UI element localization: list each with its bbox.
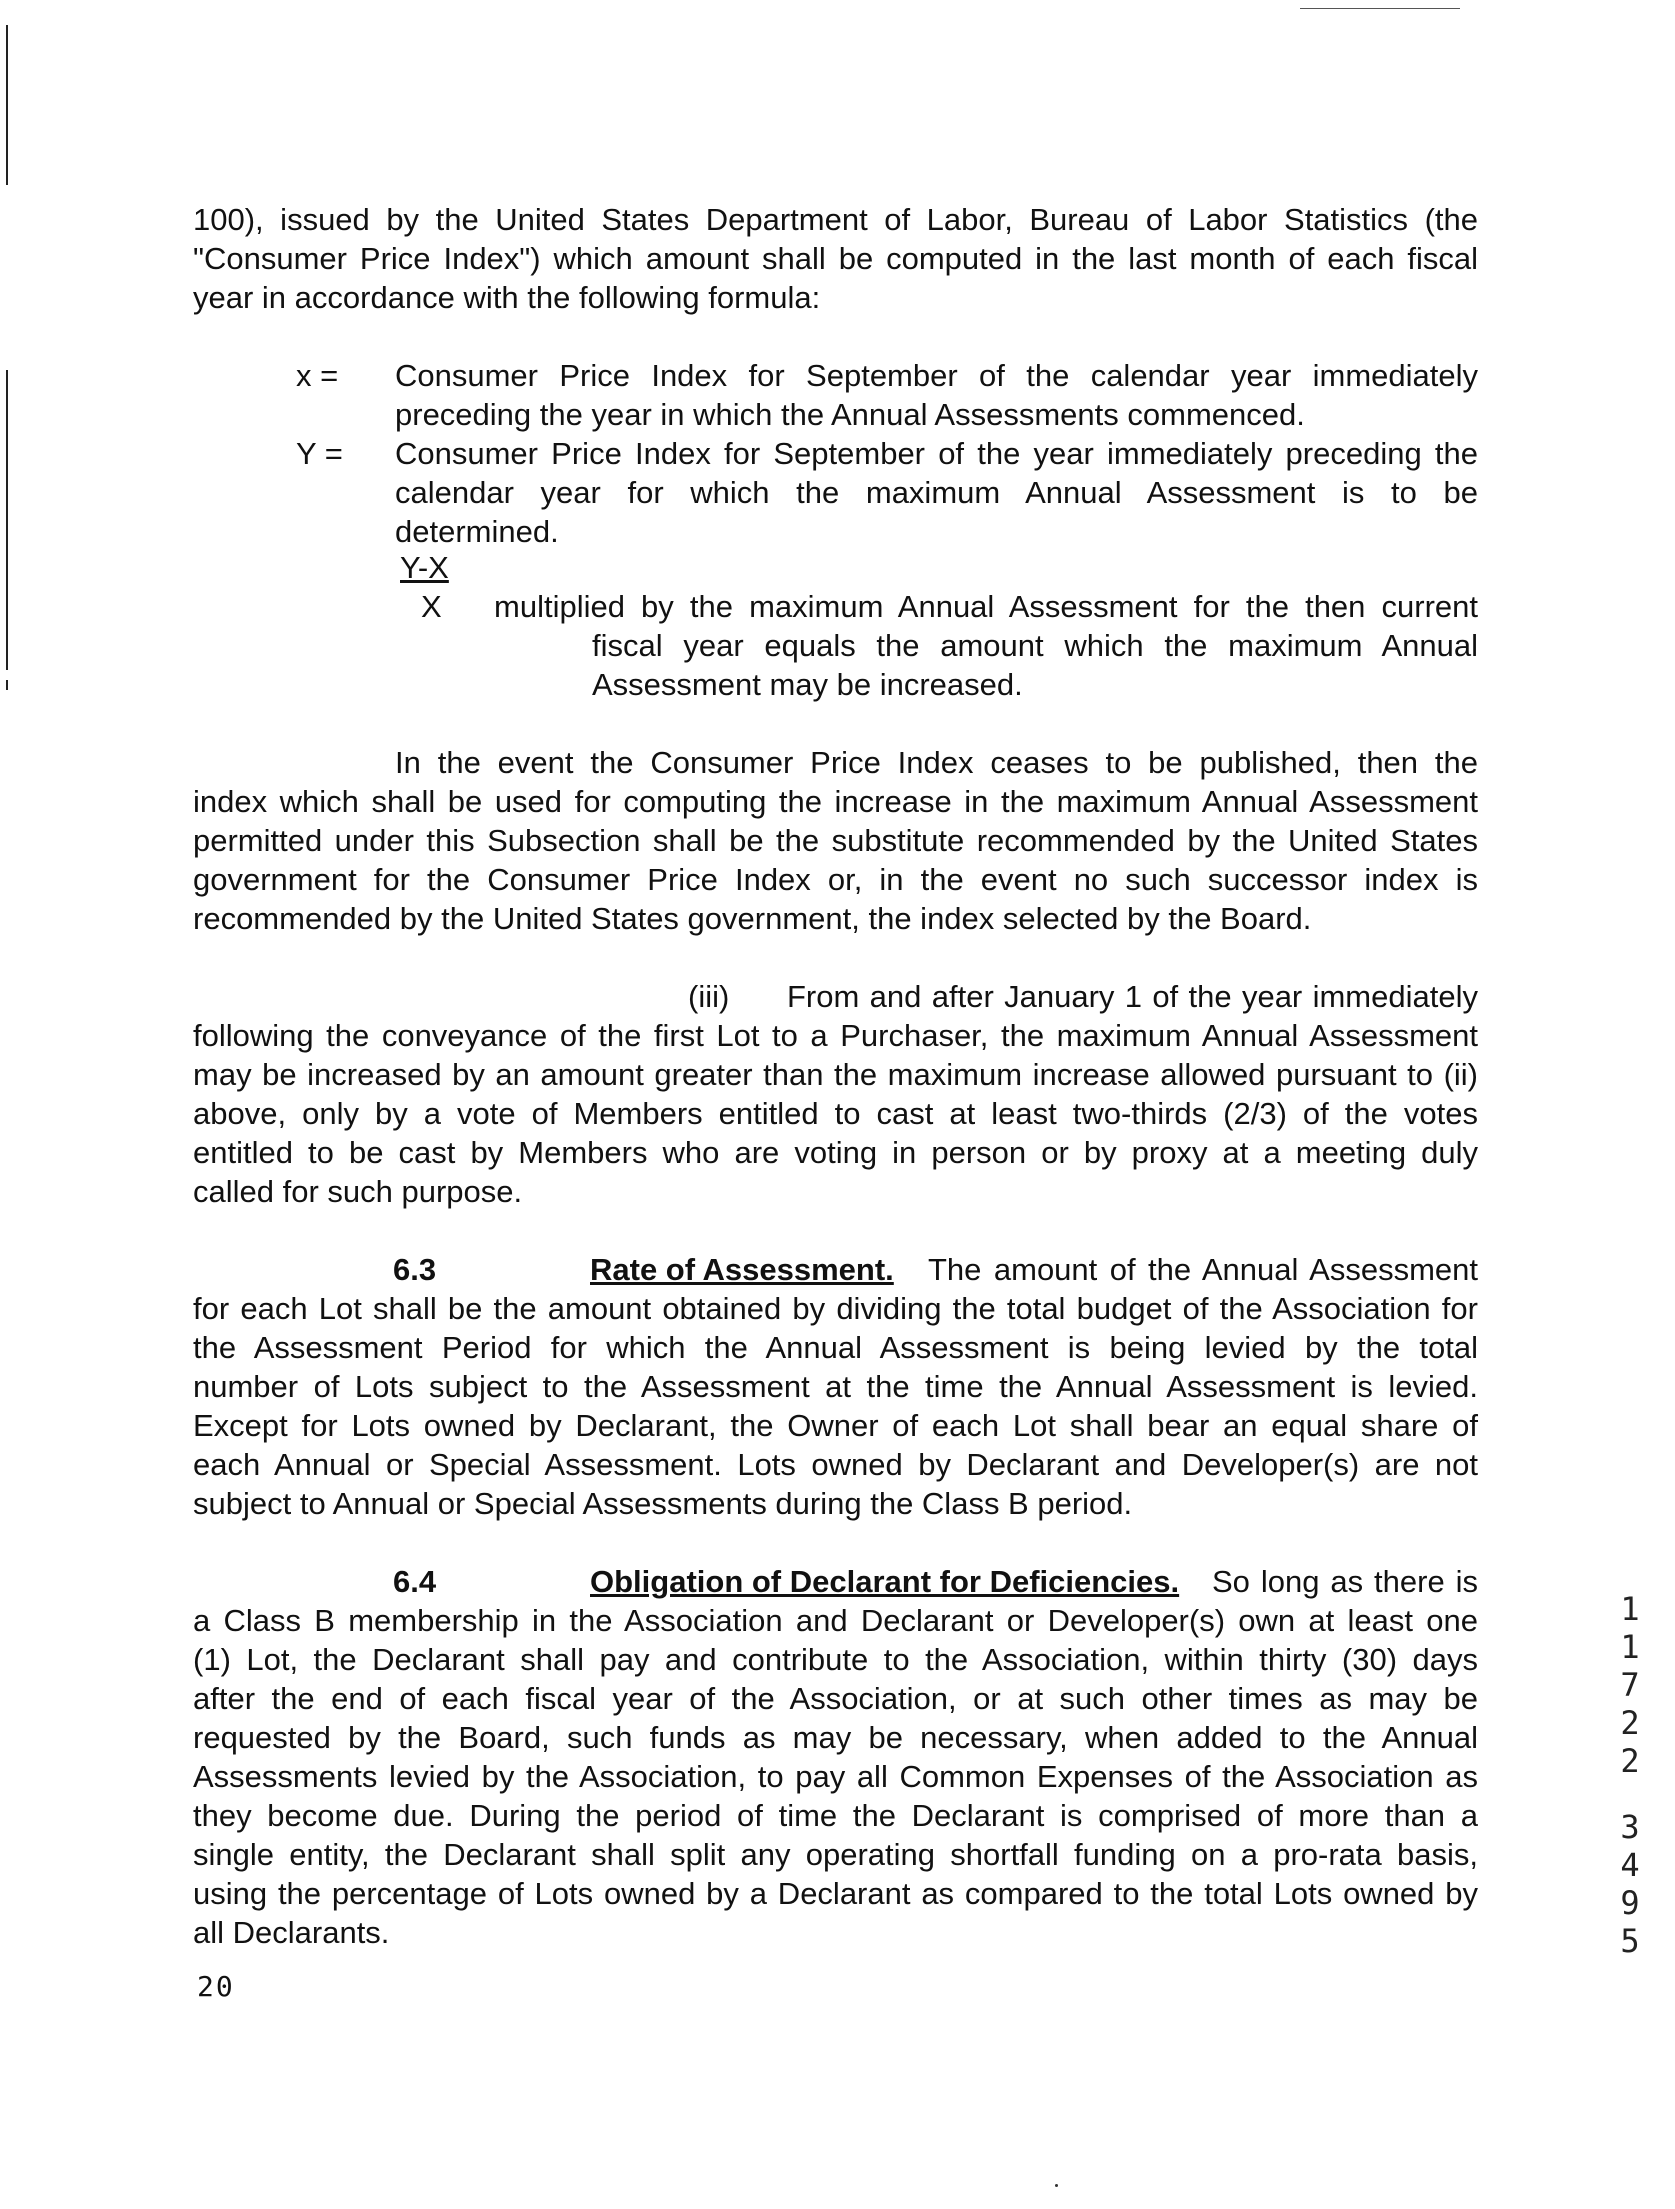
formula-result-line-2: fiscal year equals the amount which the maximum Annual bbox=[592, 628, 1478, 663]
subsection-iii-line-4: above, only by a vote of Members entitled to cast at least two-thirds (2/3) of the votes bbox=[193, 1096, 1478, 1131]
formula-x-label: x = bbox=[296, 358, 339, 393]
formula-result-line-1: multiplied by the maximum Annual Assessment for the then current bbox=[494, 589, 1478, 624]
margin-stamp-digit: 3 bbox=[1620, 1808, 1640, 1846]
scan-top-rule bbox=[1300, 8, 1460, 9]
section-6-4-number: 6.4 bbox=[393, 1564, 437, 1599]
section-6-3-heading: Rate of Assessment. bbox=[590, 1252, 894, 1287]
margin-stamp-digit: 2 bbox=[1620, 1704, 1640, 1742]
scan-edge-tick bbox=[6, 680, 8, 690]
section-6-4-line-5: requested by the Board, such funds as may be necessary, when added to the Annual bbox=[193, 1720, 1478, 1755]
formula-result-line-3: Assessment may be increased. bbox=[592, 667, 1023, 702]
margin-stamp-digit: 1 bbox=[1620, 1628, 1640, 1666]
cpi-paragraph-line-4: government for the Consumer Price Index or, in the event no such successor index is bbox=[193, 862, 1478, 897]
formula-denominator: X bbox=[421, 589, 442, 624]
cpi-paragraph-line-2: index which shall be used for computing the increase in the maximum Annual Assessment bbox=[193, 784, 1478, 819]
formula-numerator: Y-X bbox=[400, 550, 449, 585]
margin-stamp-digit: 7 bbox=[1620, 1666, 1640, 1704]
section-6-4-line-8: single entity, the Declarant shall split any operating shortfall funding on a pro-rata basis, bbox=[193, 1837, 1478, 1872]
subsection-iii-line-3: may be increased by an amount greater than the maximum increase allowed pursuant to (ii) bbox=[193, 1057, 1478, 1092]
formula-y-line-3: determined. bbox=[395, 514, 559, 549]
section-6-3-line-4: number of Lots subject to the Assessment at the time the Annual Assessment is levied. bbox=[193, 1369, 1478, 1404]
intro-line-2: "Consumer Price Index") which amount shall be computed in the last month of each fiscal bbox=[193, 241, 1478, 276]
section-6-4-line-3: (1) Lot, the Declarant shall pay and contribute to the Association, within thirty (30) days bbox=[193, 1642, 1478, 1677]
subsection-iii-line-1: From and after January 1 of the year immediately bbox=[787, 979, 1478, 1014]
section-6-4-heading: Obligation of Declarant for Deficiencies. bbox=[590, 1564, 1180, 1599]
intro-line-1: 100), issued by the United States Department of Labor, Bureau of Labor Statistics (the bbox=[193, 202, 1478, 237]
section-6-4-line-4: after the end of each fiscal year of the Association, or at such other times as may be bbox=[193, 1681, 1478, 1716]
page-number: 20 bbox=[197, 1970, 235, 2003]
formula-x-line-2: preceding the year in which the Annual Assessments commenced. bbox=[395, 397, 1305, 432]
scan-edge-line-top bbox=[6, 25, 8, 185]
margin-stamp-digit: 2 bbox=[1620, 1742, 1640, 1780]
section-6-3-number: 6.3 bbox=[393, 1252, 437, 1287]
section-6-4-line-1: So long as there is bbox=[1212, 1564, 1478, 1599]
cpi-paragraph-line-5: recommended by the United States government, the index selected by the Board. bbox=[193, 901, 1312, 936]
intro-line-3: year in accordance with the following formula: bbox=[193, 280, 821, 315]
formula-x-line-1: Consumer Price Index for September of the calendar year immediately bbox=[395, 358, 1478, 393]
formula-y-label: Y = bbox=[296, 436, 343, 471]
section-6-3-line-3: the Assessment Period for which the Annual Assessment is being levied by the total bbox=[193, 1330, 1478, 1365]
cpi-paragraph-line-3: permitted under this Subsection shall be the substitute recommended by the United States bbox=[193, 823, 1478, 858]
scan-speck bbox=[1055, 2184, 1058, 2187]
formula-y-line-2: calendar year for which the maximum Annual Assessment is to be bbox=[395, 475, 1478, 510]
section-6-3-line-1: The amount of the Annual Assessment bbox=[928, 1252, 1478, 1287]
section-6-4-line-9: using the percentage of Lots owned by a Declarant as compared to the total Lots owned by bbox=[193, 1876, 1478, 1911]
section-6-3-line-6: each Annual or Special Assessment. Lots owned by Declarant and Developer(s) are not bbox=[193, 1447, 1478, 1482]
cpi-paragraph-line-1: In the event the Consumer Price Index ceases to be published, then the bbox=[395, 745, 1478, 780]
subsection-iii-line-2: following the conveyance of the first Lot to a Purchaser, the maximum Annual Assessment bbox=[193, 1018, 1478, 1053]
formula-y-line-1: Consumer Price Index for September of the year immediately preceding the bbox=[395, 436, 1478, 471]
margin-stamp-digit: 9 bbox=[1620, 1884, 1640, 1922]
section-6-3-line-7: subject to Annual or Special Assessments during the Class B period. bbox=[193, 1486, 1133, 1521]
section-6-3-line-2: for each Lot shall be the amount obtained by dividing the total budget of the Association for bbox=[193, 1291, 1478, 1326]
scan-edge-line-middle bbox=[6, 370, 8, 670]
section-6-4-line-6: Assessments levied by the Association, to pay all Common Expenses of the Association as bbox=[193, 1759, 1478, 1794]
margin-stamp-digit: 4 bbox=[1620, 1846, 1640, 1884]
subsection-iii-label: (iii) bbox=[688, 979, 730, 1014]
subsection-iii-line-6: called for such purpose. bbox=[193, 1174, 523, 1209]
section-6-4-line-10: all Declarants. bbox=[193, 1915, 390, 1950]
subsection-iii-line-5: entitled to be cast by Members who are voting in person or by proxy at a meeting duly bbox=[193, 1135, 1478, 1170]
margin-stamp-digit: 5 bbox=[1620, 1922, 1640, 1960]
section-6-4-line-2: a Class B membership in the Association and Declarant or Developer(s) own at least one bbox=[193, 1603, 1478, 1638]
margin-stamp-digit: 1 bbox=[1620, 1590, 1640, 1628]
section-6-4-line-7: they become due. During the period of time the Declarant is comprised of more than a bbox=[193, 1798, 1478, 1833]
section-6-3-line-5: Except for Lots owned by Declarant, the Owner of each Lot shall bear an equal share of bbox=[193, 1408, 1478, 1443]
